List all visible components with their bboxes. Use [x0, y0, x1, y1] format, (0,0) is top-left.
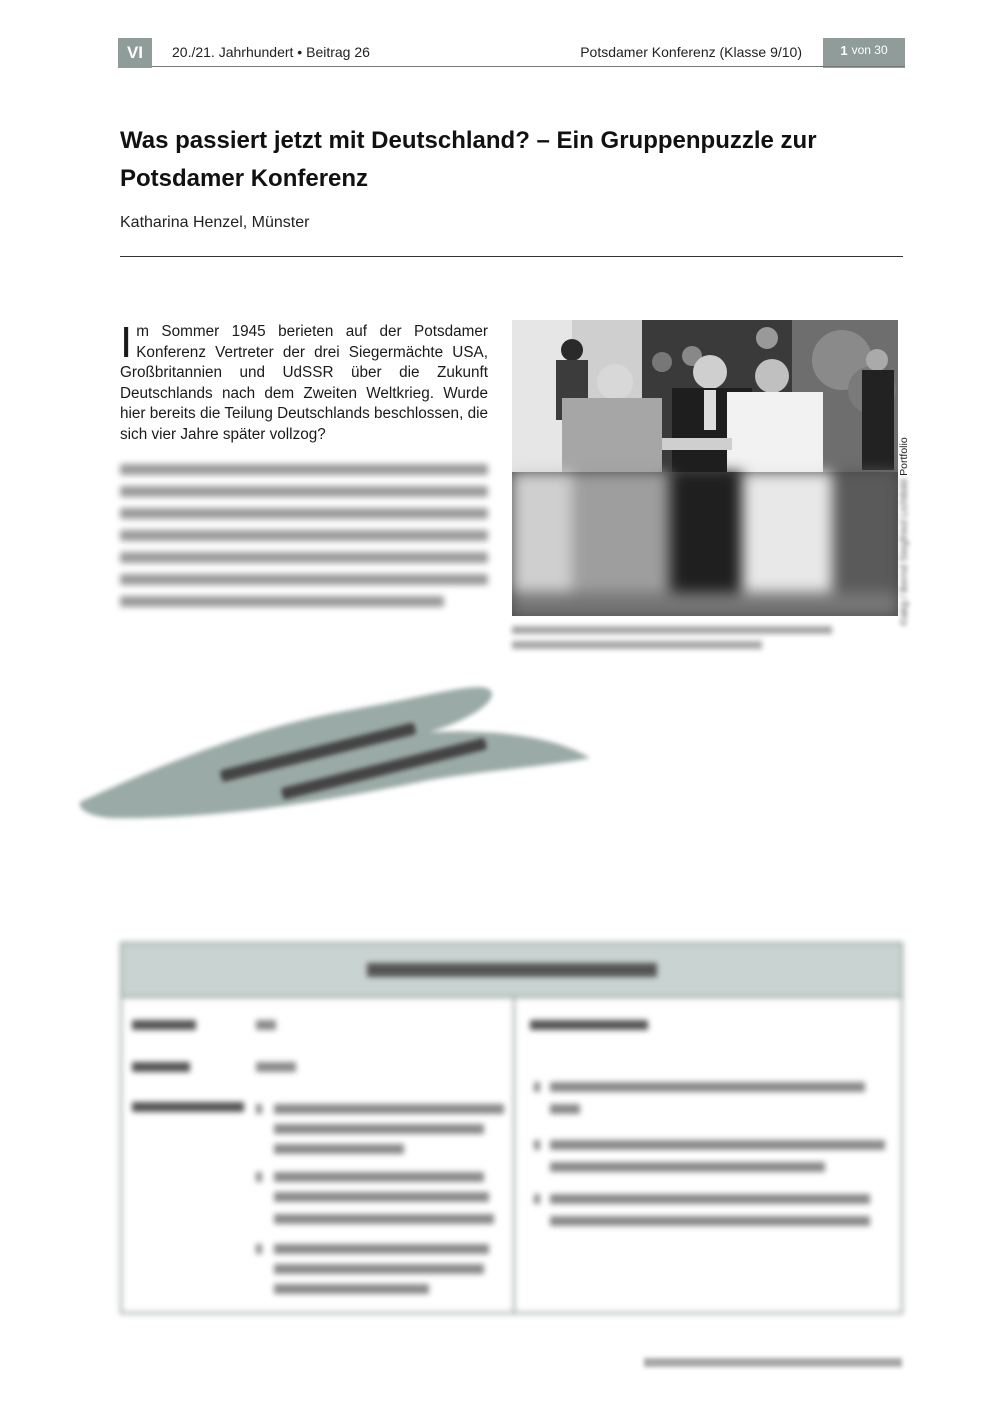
intro-paragraph: [120, 318, 488, 445]
summary-box: [120, 942, 903, 1314]
summary-box-divider: [513, 996, 515, 1312]
intro-text: m Sommer 1945 berieten auf der Potsdamer Konferenz Vertreter der drei Siegermächte USA, Großbritannien und UdSSR über die Zukunft Deutschlands nach dem Zweiten Weltkrieg. Wurde hier bereits die Teilung Deutschlands beschlossen, die sich vier Jahre später vollzog?: [120, 323, 488, 443]
photo-credit-visible: Portfolio: [898, 437, 910, 476]
header-rule: [152, 66, 905, 67]
series-label: 20./21. Jahrhundert • Beitrag 26: [172, 44, 370, 60]
page-current: 1: [840, 43, 848, 58]
article-author: Katharina Henzel, Münster: [120, 214, 310, 231]
banner-graphic: [70, 670, 630, 850]
photo-credit-blurred: ©akg / Bernd Siegfried Lichtbild: [898, 478, 910, 626]
photo-credit: [898, 416, 916, 626]
summary-box-header: [122, 944, 901, 998]
page-indicator: [823, 38, 905, 68]
section-badge: VI: [118, 38, 152, 68]
title-divider: [120, 256, 903, 257]
photo-blurred-part: [512, 472, 898, 616]
conference-photo: [512, 320, 898, 616]
page-total: von 30: [851, 43, 888, 57]
photo-image: [512, 320, 898, 472]
article-title: Was passiert jetzt mit Deutschland? – Ein Gruppenpuzzle zur Potsdamer Konferenz: [120, 127, 817, 192]
photo-caption-blurred: [512, 626, 812, 656]
intro-dropcap: I: [120, 318, 133, 367]
blurred-paragraph: [120, 464, 488, 618]
topic-label: Potsdamer Konferenz (Klasse 9/10): [580, 44, 802, 60]
footer-blurred: [644, 1358, 902, 1367]
